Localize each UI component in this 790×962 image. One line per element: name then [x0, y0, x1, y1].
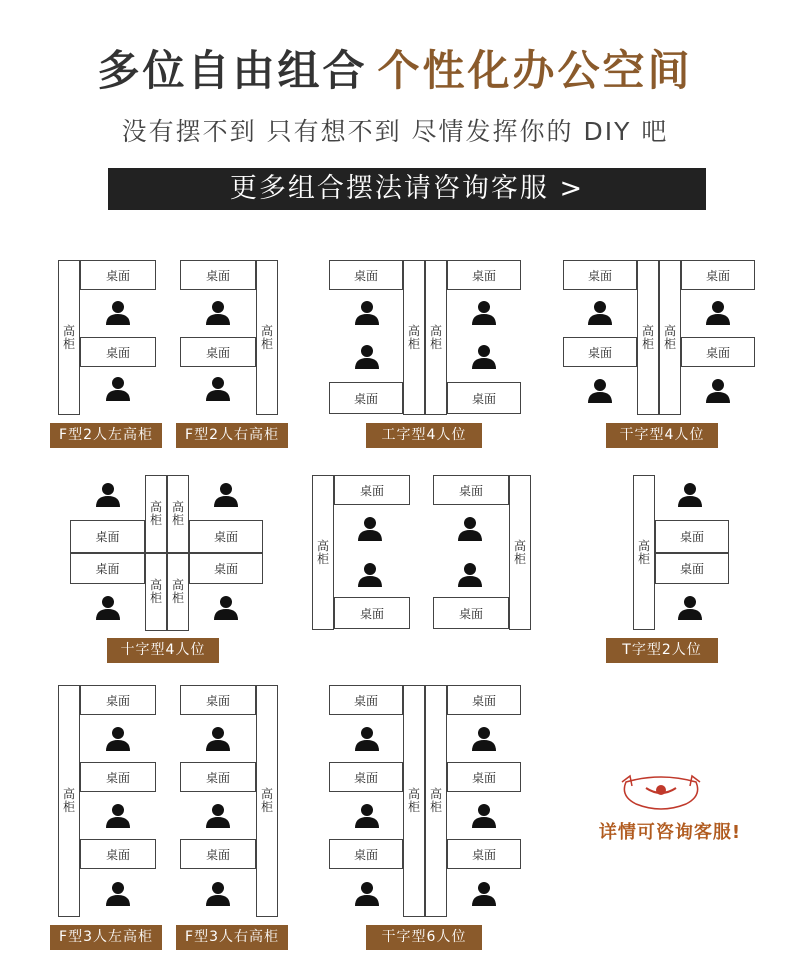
layout-name-label: F型3人右高柜	[176, 925, 288, 950]
tall-cabinet: 高 柜	[509, 475, 531, 630]
title-main: 多位自由组合	[97, 46, 368, 95]
tall-cabinet: 高 柜	[58, 685, 80, 917]
desk-surface: 桌面	[80, 685, 156, 715]
page-subtitle: 没有摆不到 只有想不到 尽情发挥你的 DIY 吧	[121, 117, 669, 146]
title-accent: 个性化办公空间	[377, 46, 693, 95]
person-icon	[354, 299, 380, 325]
desk-surface: 桌面	[329, 260, 403, 290]
person-icon	[205, 299, 231, 325]
layout-name-label: F型2人右高柜	[176, 423, 288, 448]
desk-surface: 桌面	[180, 337, 256, 367]
contact-service-link[interactable]: 详情可咨询客服!	[598, 822, 742, 843]
layout-name-label: 干字型6人位	[366, 925, 482, 950]
person-icon	[205, 802, 231, 828]
desk-surface: 桌面	[80, 337, 156, 367]
desk-surface: 桌面	[80, 839, 156, 869]
tall-cabinet: 高 柜	[256, 685, 278, 917]
person-icon	[354, 802, 380, 828]
tall-cabinet: 高 柜	[637, 260, 659, 415]
desk-surface: 桌面	[180, 839, 256, 869]
tall-cabinet: 高 柜	[145, 553, 167, 631]
tall-cabinet: 高 柜	[403, 260, 425, 415]
desk-surface: 桌面	[334, 597, 410, 629]
person-icon	[587, 299, 613, 325]
tall-cabinet: 高 柜	[167, 475, 189, 553]
person-icon	[213, 481, 239, 507]
person-icon	[705, 299, 731, 325]
tall-cabinet: 高 柜	[167, 553, 189, 631]
person-icon	[457, 561, 483, 587]
person-icon	[354, 725, 380, 751]
tall-cabinet: 高 柜	[425, 260, 447, 415]
desk-surface: 桌面	[334, 475, 410, 505]
layout-name-label: T字型2人位	[606, 638, 718, 663]
person-icon	[205, 725, 231, 751]
tall-cabinet: 高 柜	[633, 475, 655, 630]
desk-surface: 桌面	[70, 520, 145, 553]
desk-surface: 桌面	[70, 553, 145, 584]
person-icon	[105, 802, 131, 828]
person-icon	[354, 343, 380, 369]
desk-surface: 桌面	[329, 685, 403, 715]
mascot-logo-icon	[616, 770, 706, 814]
layout-name-label: 工字型4人位	[366, 423, 482, 448]
person-icon	[354, 880, 380, 906]
desk-surface: 桌面	[329, 382, 403, 414]
desk-surface: 桌面	[80, 762, 156, 792]
desk-surface: 桌面	[447, 260, 521, 290]
person-icon	[677, 481, 703, 507]
person-icon	[357, 515, 383, 541]
person-icon	[95, 481, 121, 507]
layout-name-label: 干字型4人位	[606, 423, 718, 448]
tall-cabinet: 高 柜	[312, 475, 334, 630]
person-icon	[105, 299, 131, 325]
desk-surface: 桌面	[681, 337, 755, 367]
person-icon	[471, 880, 497, 906]
desk-surface: 桌面	[655, 520, 729, 553]
person-icon	[205, 880, 231, 906]
desk-surface: 桌面	[329, 839, 403, 869]
person-icon	[587, 377, 613, 403]
person-icon	[457, 515, 483, 541]
person-icon	[471, 802, 497, 828]
layout-name-label: 十字型4人位	[107, 638, 219, 663]
person-icon	[705, 377, 731, 403]
tall-cabinet: 高 柜	[425, 685, 447, 917]
desk-surface: 桌面	[447, 839, 521, 869]
person-icon	[471, 725, 497, 751]
desk-surface: 桌面	[563, 260, 637, 290]
desk-surface: 桌面	[329, 762, 403, 792]
desk-surface: 桌面	[80, 260, 156, 290]
desk-surface: 桌面	[433, 597, 509, 629]
desk-surface: 桌面	[180, 685, 256, 715]
tall-cabinet: 高 柜	[403, 685, 425, 917]
desk-surface: 桌面	[681, 260, 755, 290]
tall-cabinet: 高 柜	[58, 260, 80, 415]
person-icon	[677, 594, 703, 620]
person-icon	[105, 880, 131, 906]
desk-surface: 桌面	[180, 762, 256, 792]
desk-surface: 桌面	[447, 685, 521, 715]
tall-cabinet: 高 柜	[256, 260, 278, 415]
desk-surface: 桌面	[180, 260, 256, 290]
desk-surface: 桌面	[433, 475, 509, 505]
person-icon	[105, 375, 131, 401]
page-title	[0, 38, 790, 98]
consult-banner-button[interactable]: 更多组合摆法请咨询客服 >	[108, 168, 706, 210]
desk-surface: 桌面	[189, 520, 263, 553]
tall-cabinet: 高 柜	[145, 475, 167, 553]
person-icon	[105, 725, 131, 751]
person-icon	[471, 299, 497, 325]
person-icon	[205, 375, 231, 401]
person-icon	[357, 561, 383, 587]
desk-surface: 桌面	[447, 382, 521, 414]
desk-surface: 桌面	[189, 553, 263, 584]
layout-name-label: F型3人左高柜	[50, 925, 162, 950]
desk-surface: 桌面	[563, 337, 637, 367]
layout-name-label: F型2人左高柜	[50, 423, 162, 448]
desk-surface: 桌面	[655, 553, 729, 584]
person-icon	[213, 594, 239, 620]
person-icon	[471, 343, 497, 369]
desk-surface: 桌面	[447, 762, 521, 792]
person-icon	[95, 594, 121, 620]
tall-cabinet: 高 柜	[659, 260, 681, 415]
